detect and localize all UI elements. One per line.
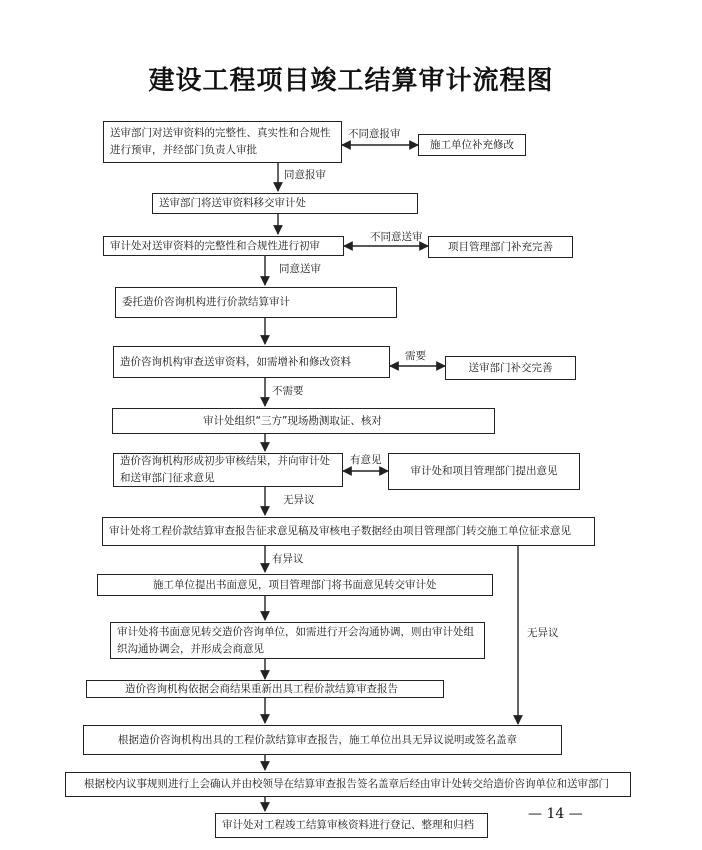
step-3-side-project-dept-supplement: 项目管理部门补充完善: [428, 236, 573, 258]
step-3-initial-review: 审计处对送审资料的完整性和合规性进行初审: [103, 236, 344, 256]
label-s8-bypass: 无异议: [527, 627, 559, 639]
step-1-side-contractor-supplement: 施工单位补充修改: [418, 134, 526, 156]
step-14-archive: 审计处对工程竣工结算审核资料进行登记、整理和归档: [215, 813, 488, 838]
step-5-side-submitting-dept-supplement: 送审部门补交完善: [445, 356, 576, 380]
label-s3-down: 同意送审: [279, 263, 321, 275]
page-number: — 14 —: [528, 806, 583, 822]
step-2-transfer-to-audit: 送审部门将送审资料移交审计处: [152, 193, 418, 214]
step-8-solicit-contractor-opinion: 审计处将工程价款结算审查报告征求意见稿及审核电子数据经由项目管理部门转交施工单位征求意见: [102, 517, 595, 546]
label-s5-down: 不需要: [272, 385, 304, 397]
step-11-reissue-report: 造价咨询机构依据会商结果重新出具工程价款结算审查报告: [86, 680, 444, 698]
label-s7-side: 有意见: [350, 454, 382, 466]
label-s5-side: 需要: [405, 350, 426, 362]
label-s1-side: 不同意报审: [348, 128, 401, 140]
label-s7-down: 无异议: [283, 494, 315, 506]
step-5-consultant-review: 造价咨询机构审查送审资料，如需增补和修改资料: [113, 346, 390, 378]
step-6-site-survey: 审计处组织“三方”现场勘测取证、核对: [112, 408, 495, 434]
step-7-side-opinions: 审计处和项目管理部门提出意见: [388, 453, 580, 490]
step-1-pre-review: 送审部门对送审资料的完整性、真实性和合规性进行预审，并经部门负责人审批: [103, 121, 342, 163]
label-s8-down: 有异议: [272, 553, 304, 565]
step-10-coordination-meeting: 审计处将书面意见转交造价咨询单位，如需进行开会沟通协调，则由审计处组织沟通协调会，并形成会商意见: [110, 622, 485, 659]
step-9-contractor-written-opinion: 施工单位提出书面意见，项目管理部门将书面意见转交审计处: [97, 574, 493, 596]
step-4-commission-consultant: 委托造价咨询机构进行价款结算审计: [115, 287, 397, 318]
page-title: 建设工程项目竣工结算审计流程图: [148, 66, 554, 96]
step-13-meeting-confirmation: 根据校内议事规则进行上会确认并由校领导在结算审查报告签名盖章后经由审计处转交给造价咨询单位和送审部门: [65, 772, 631, 797]
label-s1-down: 同意报审: [284, 169, 326, 181]
step-7-preliminary-result: 造价咨询机构形成初步审核结果，并向审计处和送审部门征求意见: [113, 453, 343, 487]
label-s3-side: 不同意送审: [370, 231, 423, 243]
step-12-contractor-sign: 根据造价咨询机构出具的工程价款结算审查报告，施工单位出具无异议说明或签名盖章: [83, 725, 562, 755]
